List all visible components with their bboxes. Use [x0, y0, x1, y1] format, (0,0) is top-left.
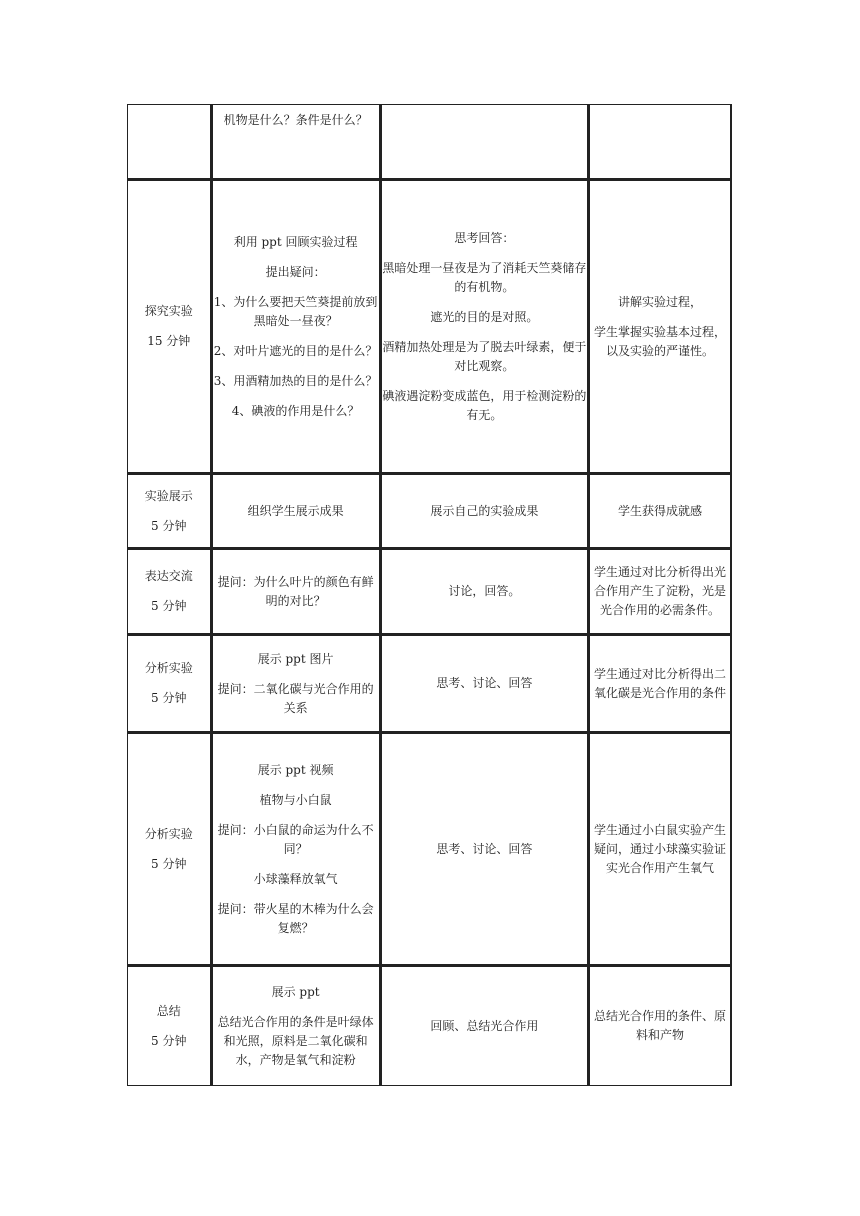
- purpose-cell: [589, 733, 732, 966]
- table-row: [127, 104, 732, 180]
- teacher-line: 3、用酒精加热的目的是什么？: [213, 373, 378, 388]
- stage-name: 分析实验: [144, 826, 193, 841]
- stage-cell: [127, 104, 212, 180]
- purpose-cell: [589, 549, 732, 635]
- teacher-line: 小球藻释放氧气: [253, 871, 338, 886]
- purpose-cell: [589, 474, 732, 549]
- teacher-line: 提问：为什么叶片的颜色有鲜明的对比？: [217, 574, 374, 608]
- student-activity-cell: [381, 733, 589, 966]
- student-line: 讨论，回答。: [448, 584, 521, 598]
- student-activity-cell: [381, 180, 589, 474]
- purpose-line: 讲解实验过程，: [618, 294, 703, 309]
- teacher-line: 展示 ppt 图片: [257, 651, 334, 666]
- teacher-line: 植物与小白鼠: [259, 792, 332, 807]
- teacher-activity-cell: [212, 180, 381, 474]
- teacher-line: 利用 ppt 回顾实验过程: [233, 234, 358, 249]
- stage-cell: [127, 635, 212, 733]
- teacher-line: 组织学生展示成果: [247, 503, 344, 518]
- stage-cell: [127, 549, 212, 635]
- teacher-activity-cell: [212, 104, 381, 180]
- purpose-line: 学生通过小白鼠实验产生疑问，通过小球藻实验证实光合作用产生氧气: [594, 822, 727, 875]
- teacher-line: 提问：带火星的木棒为什么会复燃？: [217, 901, 374, 935]
- student-activity-cell: [381, 474, 589, 549]
- teacher-activity-cell: [212, 474, 381, 549]
- table-row: [127, 733, 732, 966]
- purpose-line: 学生掌握实验基本过程，以及实验的严谨性。: [594, 324, 727, 358]
- stage-name: 表达交流: [144, 569, 193, 583]
- purpose-cell: [589, 180, 732, 474]
- teacher-line: 总结光合作用的条件是叶绿体和光照，原料是二氧化碳和水，产物是氧气和淀粉: [217, 1014, 374, 1067]
- teacher-line: 提出疑问：: [265, 264, 326, 279]
- stage-duration: 5 分钟: [151, 691, 187, 705]
- purpose-line: 学生通过对比分析得出光合作用产生了淀粉，光是光合作用的必需条件。: [594, 565, 727, 617]
- student-activity-cell: [381, 635, 589, 733]
- student-line: 展示自己的实验成果: [430, 503, 539, 518]
- stage-cell: [127, 966, 212, 1086]
- table-row: [127, 474, 732, 549]
- teacher-line: 提问：小白鼠的命运为什么不同？: [217, 822, 374, 856]
- student-line: 遮光的目的是对照。: [430, 309, 539, 324]
- student-activity-cell: [381, 549, 589, 635]
- stage-duration: 5 分钟: [151, 856, 187, 871]
- stage-duration: 5 分钟: [151, 518, 187, 533]
- teacher-line: 2、对叶片遮光的目的是什么？: [213, 343, 378, 358]
- stage-name: 总结: [156, 1003, 181, 1018]
- lesson-plan-table: [127, 104, 732, 1086]
- table-row: [127, 549, 732, 635]
- teacher-activity-cell: [212, 635, 381, 733]
- student-line: 思考、讨论、回答: [436, 841, 533, 856]
- teacher-line: 提问：二氧化碳与光合作用的关系: [217, 681, 374, 715]
- purpose-line: 学生获得成就感: [618, 503, 703, 518]
- student-line: 思考回答：: [454, 230, 515, 245]
- student-activity-cell: [381, 104, 589, 180]
- teacher-line: 4、碘液的作用是什么？: [231, 403, 360, 418]
- stage-duration: 5 分钟: [151, 1033, 187, 1048]
- stage-cell: [127, 180, 212, 474]
- teacher-activity-cell: [212, 549, 381, 635]
- teacher-line: 机物是什么？条件是什么？: [223, 113, 368, 127]
- stage-duration: 5 分钟: [151, 599, 187, 613]
- student-line: 酒精加热处理是为了脱去叶绿素，便于对比观察。: [382, 339, 587, 373]
- purpose-cell: [589, 966, 732, 1086]
- teacher-line: 展示 ppt: [271, 984, 320, 999]
- teacher-line: 展示 ppt 视频: [257, 762, 334, 777]
- stage-name: 实验展示: [144, 488, 193, 503]
- table-row: [127, 635, 732, 733]
- teacher-line: 1、为什么要把天竺葵提前放到黑暗处一昼夜？: [213, 294, 378, 328]
- teacher-activity-cell: [212, 966, 381, 1086]
- student-activity-cell: [381, 966, 589, 1086]
- purpose-cell: [589, 104, 732, 180]
- student-line: 碘液遇淀粉变成蓝色，用于检测淀粉的有无。: [382, 388, 587, 422]
- purpose-line: 学生通过对比分析得出二氧化碳是光合作用的条件: [594, 666, 727, 700]
- student-line: 思考、讨论、回答: [436, 676, 533, 690]
- stage-duration: 15 分钟: [147, 334, 191, 348]
- purpose-line: 总结光合作用的条件、原料和产物: [594, 1009, 727, 1042]
- table-row: [127, 180, 732, 474]
- stage-name: 分析实验: [144, 661, 193, 675]
- stage-cell: [127, 474, 212, 549]
- stage-cell: [127, 733, 212, 966]
- student-line: 黑暗处理一昼夜是为了消耗天竺葵储存的有机物。: [382, 260, 587, 294]
- purpose-cell: [589, 635, 732, 733]
- teacher-activity-cell: [212, 733, 381, 966]
- student-line: 回顾、总结光合作用: [430, 1018, 539, 1033]
- table-row: [127, 966, 732, 1086]
- stage-name: 探究实验: [144, 304, 193, 318]
